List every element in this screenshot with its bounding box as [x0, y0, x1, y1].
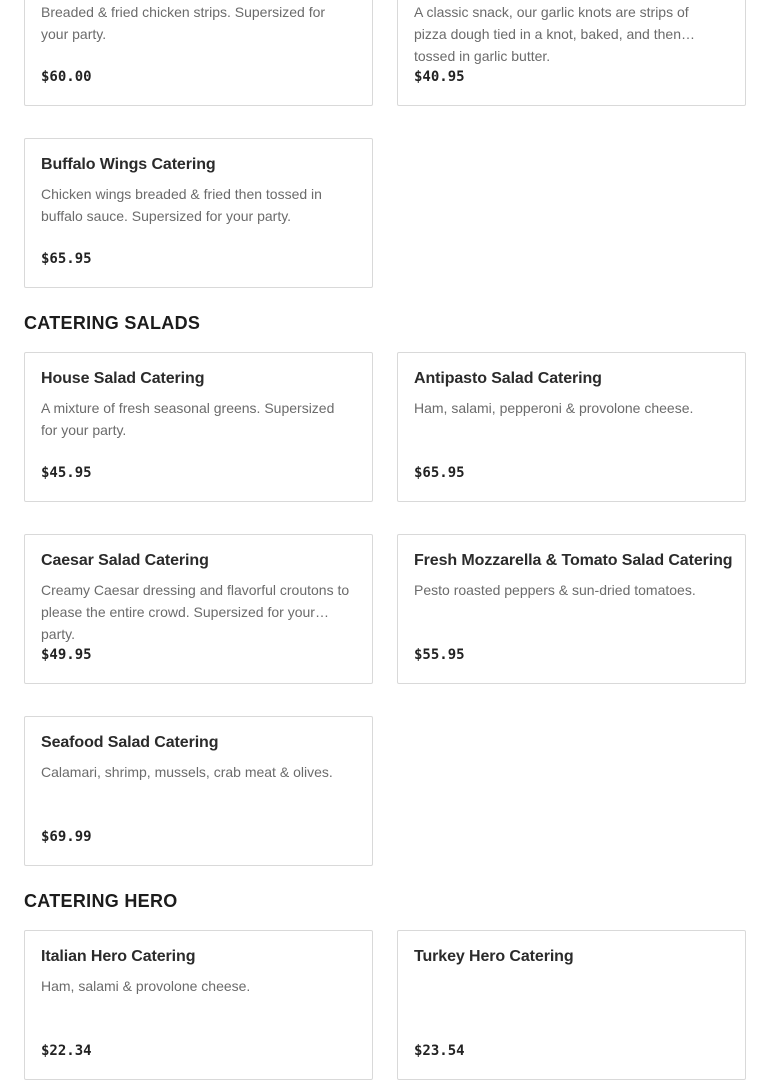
menu-item-card[interactable] [24, 352, 373, 502]
menu-item-card[interactable] [397, 352, 746, 502]
menu-item-card[interactable] [397, 930, 746, 1080]
menu-item-card[interactable] [24, 138, 373, 288]
item-price: $22.34 [41, 1043, 92, 1059]
item-price: $65.95 [41, 251, 92, 267]
item-price: $40.95 [414, 69, 465, 85]
item-description: Chicken wings breaded & fried then tossed in buffalo sauce. Supersized for your party. [41, 186, 322, 224]
section-title-salads: CATERING SALADS [24, 313, 201, 333]
menu-item-card[interactable] [24, 930, 373, 1080]
item-description: A classic snack, our garlic knots are strips of pizza dough tied in a knot, baked, and then tossed in garlic butter. [414, 4, 689, 64]
item-description: Creamy Caesar dressing and flavorful croutons to please the entire crowd. Supersized for your party. [41, 582, 350, 642]
item-price: $45.95 [41, 465, 92, 481]
item-name: Italian Hero Catering [41, 948, 196, 965]
item-description: Pesto roasted peppers & sun-dried tomatoes. [414, 582, 696, 598]
menu-item-card[interactable] [24, 716, 373, 866]
item-price: $65.95 [414, 465, 465, 481]
item-price: $23.54 [414, 1043, 465, 1059]
item-price: $60.00 [41, 69, 92, 85]
item-price: $69.99 [41, 829, 92, 845]
item-name: Caesar Salad Catering [41, 552, 209, 569]
item-description: Ham, salami, pepperoni & provolone cheese. [414, 400, 694, 416]
section-title-hero: CATERING HERO [24, 891, 178, 911]
item-name: House Salad Catering [41, 370, 205, 387]
item-description: Breaded & fried chicken strips. Supersized for your party. [41, 4, 326, 42]
menu-item-card[interactable] [397, 0, 746, 106]
item-name: Seafood Salad Catering [41, 734, 219, 751]
menu-item-card[interactable] [397, 534, 746, 684]
item-description: Calamari, shrimp, mussels, crab meat & olives. [41, 764, 333, 780]
item-price: $55.95 [414, 647, 465, 663]
item-name: Antipasto Salad Catering [414, 370, 602, 387]
item-price: $49.95 [41, 647, 92, 663]
item-description: Ham, salami & provolone cheese. [41, 978, 251, 994]
item-name: Turkey Hero Catering [414, 948, 574, 965]
item-name: Buffalo Wings Catering [41, 156, 216, 173]
menu-item-card[interactable] [24, 534, 373, 684]
menu-item-card[interactable] [24, 0, 373, 106]
item-description: A mixture of fresh seasonal greens. Supersized for your party. [41, 400, 335, 438]
item-name: Fresh Mozzarella & Tomato Salad Catering [414, 552, 733, 569]
